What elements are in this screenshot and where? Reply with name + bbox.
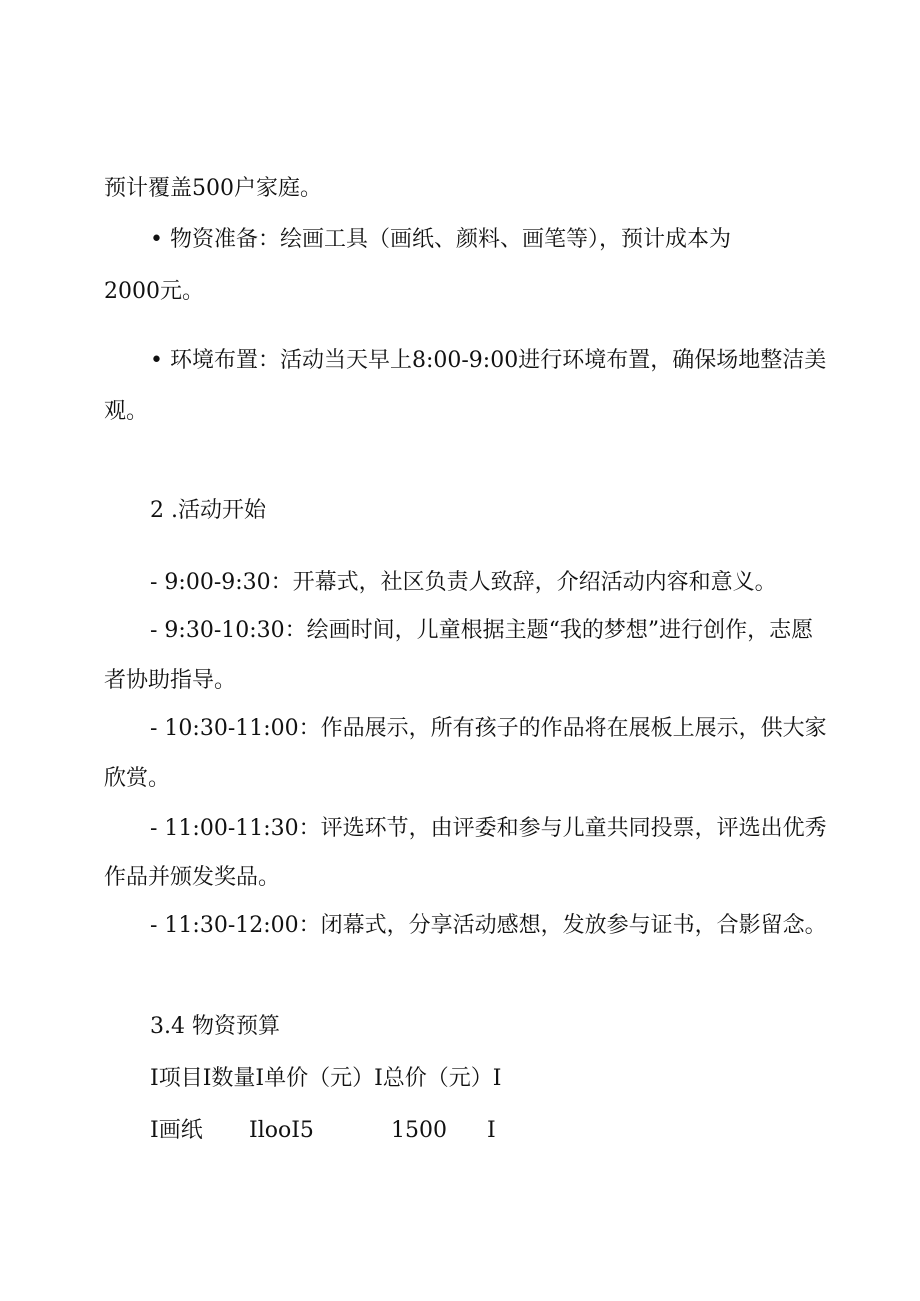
text-line-setup-end: 观。	[104, 399, 149, 424]
schedule-item-opening: - 9:00-9:30：开幕式，社区负责人致辞，介绍活动内容和意义。	[150, 570, 777, 595]
cell-end-border: I	[487, 1118, 496, 1143]
cell-quantity-price: IlooI5	[249, 1118, 314, 1143]
schedule-item-drawing: - 9:30-10:30：绘画时间，儿童根据主题“我的梦想”进行创作，志愿	[150, 618, 814, 643]
schedule-item-drawing-cont: 者协助指导。	[104, 668, 237, 693]
section-heading-budget: 3.4 物资预算	[150, 1014, 280, 1039]
text-line-materials: • 物资准备：绘画工具（画纸、颜料、画笔等），预计成本为	[150, 227, 731, 252]
cell-total: 1500	[391, 1118, 447, 1143]
budget-table-header: I项目I数量I单价（元）I总价（元）I	[150, 1066, 502, 1091]
text-line-setup: • 环境布置：活动当天早上8:00-9:00进行环境布置，确保场地整洁美	[150, 348, 827, 373]
text-line-coverage: 预计覆盖500户家庭。	[104, 176, 322, 201]
schedule-item-closing: - 11:30-12:00：闭幕式，分享活动感想，发放参与证书，合影留念。	[150, 913, 827, 938]
schedule-item-judging-cont: 作品并颁发奖品。	[104, 865, 281, 890]
schedule-item-exhibition-cont: 欣赏。	[104, 766, 171, 791]
text-line-materials-cost: 2000元。	[104, 279, 204, 304]
schedule-item-exhibition: - 10:30-11:00：作品展示，所有孩子的作品将在展板上展示，供大家	[150, 716, 827, 741]
schedule-item-judging: - 11:00-11:30：评选环节，由评委和参与儿童共同投票，评选出优秀	[150, 816, 827, 841]
cell-item: I画纸	[150, 1118, 203, 1143]
section-heading-activity-start: 2 .活动开始	[150, 498, 266, 523]
